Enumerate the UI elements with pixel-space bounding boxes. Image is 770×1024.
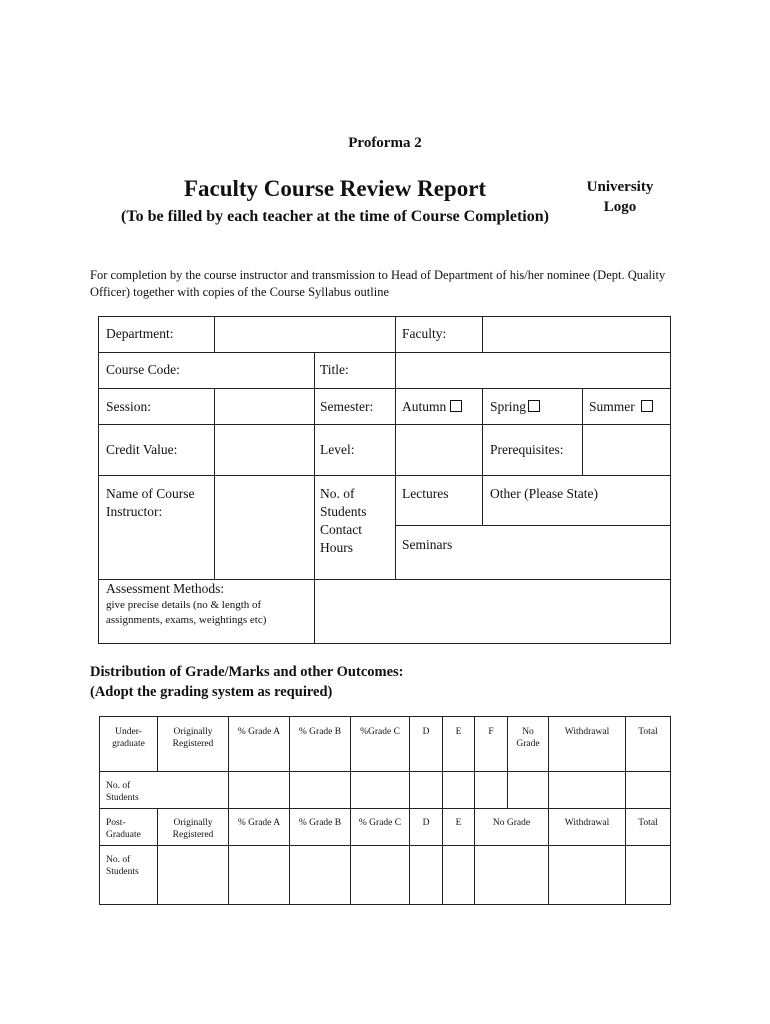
session-label: Session: [106, 399, 152, 414]
ug-students-line-2: Students [106, 793, 139, 803]
faculty-label: Faculty: [402, 326, 447, 341]
grade-c-header: %Grade C [360, 727, 400, 737]
grade-e-header: E [455, 727, 462, 737]
pg-grade-e-header: E [455, 818, 462, 828]
course-code-field[interactable] [99, 353, 314, 388]
pg-withdrawal-header: Withdrawal [564, 818, 610, 828]
assessment-field[interactable] [315, 580, 670, 643]
summer-checkbox[interactable] [641, 400, 653, 412]
distribution-heading [90, 662, 590, 702]
seminars-field[interactable] [483, 526, 670, 579]
grade-d-header: D [422, 727, 430, 737]
grade-b-header: % Grade B [298, 727, 342, 737]
prerequisites-field[interactable] [583, 425, 670, 475]
total-header: Total [638, 727, 658, 737]
postgraduate-line-1: Post- [106, 818, 126, 828]
students-label-line-4: Hours [320, 540, 353, 555]
prerequisites-label: Prerequisites: [490, 442, 564, 457]
postgraduate-line-2: Graduate [106, 830, 141, 840]
assessment-title: Assessment Methods: [106, 581, 225, 596]
no-grade-line-1: No [522, 727, 534, 737]
level-label: Level: [320, 442, 355, 457]
pg-grade-d-header: D [422, 818, 430, 828]
undergraduate-line-1: Under- [115, 727, 142, 737]
pg-students-label [106, 854, 139, 878]
pg-originally-line-1: Originally [173, 818, 213, 828]
credit-value-label: Credit Value: [106, 442, 178, 457]
students-label-line-2: Students [320, 504, 367, 519]
pg-grade-b-header: % Grade B [298, 818, 342, 828]
undergraduate-line-2: graduate [112, 739, 145, 749]
department-field[interactable] [215, 317, 395, 352]
summer-label: Summer [589, 399, 635, 414]
grade-f-header: F [488, 727, 494, 737]
originally-line-2: Registered [172, 739, 214, 749]
distribution-heading-line-1: Distribution of Grade/Marks and other Outcomes: [90, 664, 404, 680]
university-logo-placeholder [570, 177, 670, 217]
undergraduate-header [100, 726, 157, 750]
grade-a-header: % Grade A [237, 727, 281, 737]
seminars-label: Seminars [402, 537, 453, 552]
department-label: Department: [106, 326, 174, 341]
pg-students-line-1: No. of [106, 855, 131, 865]
students-hours-label [320, 485, 367, 557]
autumn-label: Autumn [402, 399, 447, 414]
pg-grade-c-header: % Grade C [358, 818, 402, 828]
logo-line-2: Logo [603, 199, 637, 215]
instructor-label-line-1: Name of Course [106, 486, 195, 501]
originally-line-1: Originally [173, 727, 213, 737]
ug-students-label [106, 780, 139, 804]
instructor-field[interactable] [215, 476, 314, 579]
lectures-label: Lectures [402, 486, 449, 501]
credit-value-field[interactable] [215, 425, 314, 475]
students-label-line-1: No. of [320, 486, 355, 501]
no-grade-line-2: Grade [516, 739, 540, 749]
assessment-note-1: give precise details (no & length of [106, 599, 262, 611]
session-field[interactable] [215, 389, 314, 424]
distribution-heading-line-2: (Adopt the grading system as required) [90, 684, 333, 700]
postgraduate-header [106, 817, 141, 841]
pg-no-grade-header: No Grade [492, 818, 531, 828]
spring-checkbox[interactable] [528, 400, 540, 412]
autumn-option[interactable] [402, 398, 462, 416]
logo-line-1: University [586, 179, 654, 195]
summer-option[interactable] [589, 398, 653, 416]
page-title: Faculty Course Review Report [183, 176, 487, 201]
instructor-label-line-2: Instructor: [106, 504, 163, 519]
other-label: Other (Please State) [490, 486, 598, 501]
proforma-label: Proforma 2 [348, 135, 422, 151]
intro-text: For completion by the course instructor and transmission to Head of Department of his/her nominee (Dept. Quality Officer) together with copies of the Course Syllabus outline [90, 268, 666, 299]
pg-originally-line-2: Registered [172, 830, 214, 840]
faculty-field[interactable] [483, 317, 670, 352]
pg-total-header: Total [638, 818, 658, 828]
instructor-label [106, 485, 194, 521]
autumn-checkbox[interactable] [450, 400, 462, 412]
withdrawal-header: Withdrawal [564, 727, 610, 737]
pg-grade-a-header: % Grade A [237, 818, 281, 828]
level-field[interactable] [396, 425, 482, 475]
semester-label: Semester: [320, 399, 374, 414]
assessment-note-2: assignments, exams, weightings etc) [106, 614, 267, 626]
spring-label: Spring [490, 399, 527, 414]
spring-option[interactable] [490, 398, 540, 416]
ug-students-line-1: No. of [106, 781, 131, 791]
page-subtitle: (To be filled by each teacher at the time of Course Completion) [121, 208, 549, 225]
course-code-label: Course Code: [106, 362, 180, 377]
students-label-line-3: Contact [320, 522, 362, 537]
originally-registered-header [158, 726, 228, 750]
pg-students-line-2: Students [106, 867, 139, 877]
no-grade-header [508, 726, 548, 750]
assessment-label [106, 580, 266, 628]
pg-originally-registered-header [158, 817, 228, 841]
title-label: Title: [320, 362, 349, 377]
title-field[interactable] [396, 353, 670, 388]
